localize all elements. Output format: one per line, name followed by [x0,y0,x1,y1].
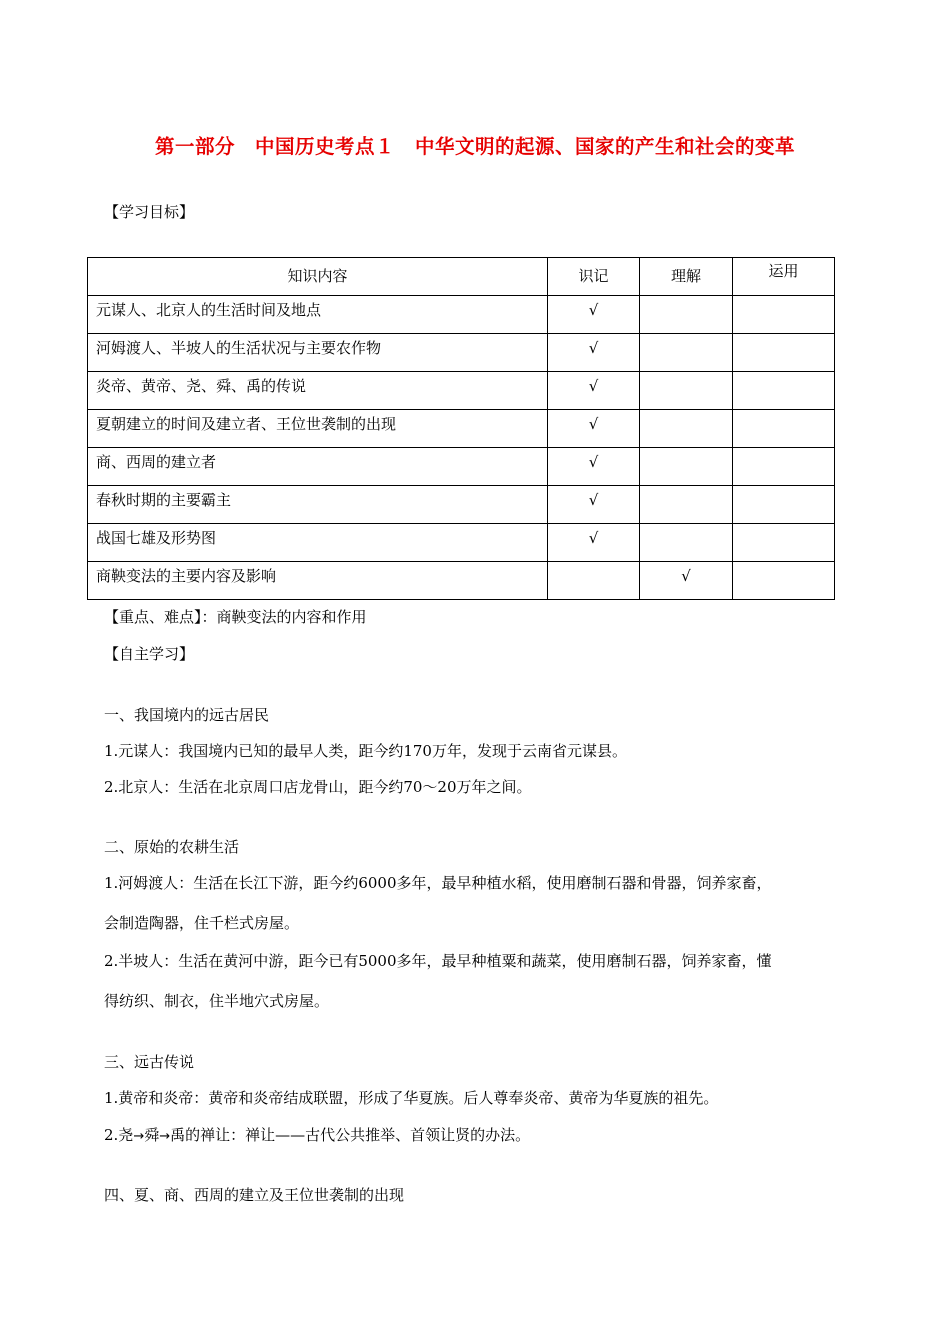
page-title: 第一部分 中国历史考点１ 中华文明的起源、国家的产生和社会的变革 [154,135,795,158]
row-recall: √ [548,486,640,524]
row-understand [640,334,733,372]
header-apply: 运用 [733,258,835,296]
row-apply [733,372,835,410]
key-points: 【重点、难点】：商鞅变法的内容和作用 [104,608,367,626]
row-understand [640,524,733,562]
row-apply [733,486,835,524]
row-content: 商、西周的建立者 [88,448,548,486]
row-apply [733,410,835,448]
header-understand: 理解 [640,258,733,296]
table-header-row [88,258,835,296]
row-recall: √ [548,410,640,448]
row-content: 炎帝、黄帝、尧、舜、禹的传说 [88,372,548,410]
row-recall: √ [548,448,640,486]
paragraph-line: 1.河姆渡人：生活在长江下游，距今约6000多年，最早种植水稻，使用磨制石器和骨器，饲养家畜， [104,874,772,892]
section-goals-label: 【学习目标】 [104,203,195,221]
row-understand: √ [640,562,733,600]
row-recall: √ [548,372,640,410]
table-row [88,410,835,448]
row-understand [640,486,733,524]
paragraph-line [104,1124,530,1145]
paragraph-line: 2.北京人：生活在北京周口店龙骨山，距今约70～20万年之间。 [104,778,532,796]
row-content: 春秋时期的主要霸主 [88,486,548,524]
row-understand [640,296,733,334]
row-content: 商鞅变法的主要内容及影响 [88,562,548,600]
section-heading: 四、夏、商、西周的建立及王位世袭制的出现 [104,1186,405,1204]
text-fragment: 舜 [144,1126,160,1144]
row-understand [640,410,733,448]
row-recall: √ [548,524,640,562]
table-row [88,562,835,600]
table-row [88,448,835,486]
row-understand [640,448,733,486]
row-apply [733,296,835,334]
learning-goals-table [87,257,835,600]
paragraph-line: 1.元谋人：我国境内已知的最早人类，距今约170万年，发现于云南省元谋县。 [104,742,627,760]
row-understand [640,372,733,410]
row-apply [733,448,835,486]
section-heading: 三、远古传说 [104,1053,195,1071]
row-apply [733,562,835,600]
row-apply [733,334,835,372]
text-fragment: 禹的禅让：禅让——古代公共推举、首领让贤的办法。 [170,1126,531,1144]
paragraph-line: 2.半坡人：生活在黄河中游，距今已有5000多年，最早种植粟和蔬菜，使用磨制石器，饲养家畜，懂 [104,952,772,970]
paragraph-line: 得纺织、制衣，住半地穴式房屋。 [104,992,330,1010]
row-content: 元谋人、北京人的生活时间及地点 [88,296,548,334]
row-content: 夏朝建立的时间及建立者、王位世袭制的出现 [88,410,548,448]
arrow-icon: → [159,1129,171,1144]
header-content: 知识内容 [88,258,548,296]
section-self-study-label: 【自主学习】 [104,645,195,663]
table-row [88,372,835,410]
section-heading: 二、原始的农耕生活 [104,838,240,856]
table-row [88,486,835,524]
paragraph-line: 1.黄帝和炎帝：黄帝和炎帝结成联盟，形成了华夏族。后人尊奉炎帝、黄帝为华夏族的祖先。 [104,1089,719,1107]
table-row [88,524,835,562]
table-row [88,334,835,372]
row-content: 河姆渡人、半坡人的生活状况与主要农作物 [88,334,548,372]
section-heading: 一、我国境内的远古居民 [104,706,270,724]
table-row [88,296,835,334]
paragraph-line: 会制造陶器，住千栏式房屋。 [104,914,300,932]
text-fragment: 2.尧 [104,1126,134,1144]
row-recall: √ [548,334,640,372]
row-recall [548,562,640,600]
row-recall: √ [548,296,640,334]
row-content: 战国七雄及形势图 [88,524,548,562]
row-apply [733,524,835,562]
arrow-icon: → [133,1129,145,1144]
header-recall: 识记 [548,258,640,296]
